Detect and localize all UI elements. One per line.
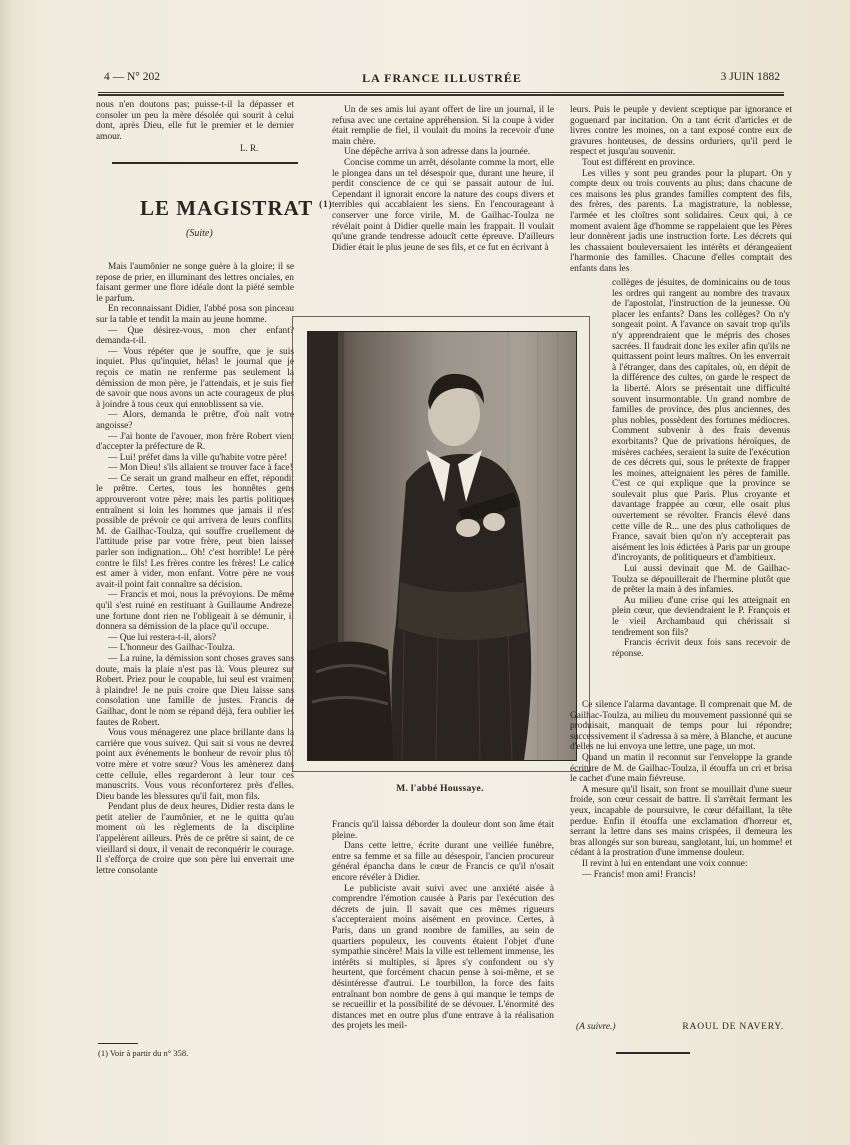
col3-top: [570, 105, 792, 291]
page-header: [104, 71, 780, 89]
paragraph: — Francis! mon ami! Francis!: [582, 869, 697, 880]
paragraph: Une dépêche arriva à son adresse dans la journée.: [344, 147, 531, 158]
paragraph: Pendant plus de deux heures, Didier resta dans le petit atelier de l'aumônier, et ne le quitta qu'au moment où les règlements de la discipline l'appelèrent ailleurs. Près de ce prêtre si saint, de ce vieillard si doux, il venait de reconquérir le courage. Il s'efforça de croire que son père lui enverrait une lettre consolante: [96, 802, 294, 876]
paragraph: Quand un matin il reconnut sur l'enveloppe la grande écriture de M. de Gailhac-Toulza, il étouffa un cri et brisa le cachet d'une main fiévreuse.: [570, 752, 792, 785]
paragraph: Il revint à lui en entendant une voix connue:: [582, 858, 748, 869]
col3-bottom: [570, 700, 792, 1038]
paragraph: collèges de jésuites, de dominicains ou de tous les ordres qui rangent au nombre des travaux de l'apostolat, l'instruction de la jeunesse. Où placer les enfants? Dans les collèges? On n'y songeait point. A l'avance on savait trop qu'ils n'y apprendraient que le mépris des choses sacrées. Il faudrait donc les exiler afin qu'ils ne quittassent point leurs maîtres. On les enverrait à l'étranger, dans des capitales, où, en dépit de la différence des cultes, on garde le respect de la liberté. Alors se présentait une difficulté souvent insurmontable. Un grand nombre de familles de province, des plus anciennes, des plus nobles, possèdent des fortunes médiocres. Comment subvenir à des frais devenus exorbitants? Que de privations héroïques, de misères cachées, seraient la suite de l'exécution de ces décrets qui, sous le prétexte de frapper les moines, atteignaient les pères de famille. C'est ce qui explique que la province se soulevait plus que Paris. Plus croyante et davantage frappée au cœur, elle osait plus ouvertement se révolter. Francis élevé dans cette ville de R... une des plus catholiques de France, savait bien qu'on n'y accepterait pas aisément les lois édictées à Paris par un groupe d'incroyants, de politiqueurs et d'ambitieux.: [612, 278, 790, 564]
paragraph: A mesure qu'il lisait, son front se mouillait d'une sueur froide, son cœur cessait de battre. Il s'arrêtait fermant les yeux, incapable de poursuivre, le cœur défaillant, la tête perdue. Enfin il étouffa une exclamation d'horreur et, serrant la lettre dans ses mains crispées, il demeura les bras allongés sur son bureau, sanglotant, lui, un homme! et cédant à la prostration d'une immense douleur.: [570, 784, 792, 859]
paragraph: — J'ai honte de l'avouer, mon frère Robert vient d'accepter la préfecture de R.: [96, 431, 294, 453]
prev-article-signature: L. R.: [240, 143, 259, 153]
paragraph: Le publiciste avait suivi avec une anxiété aisée à comprendre l'émotion causée à Paris par l'exécution des décrets de juin. Il savait que ces mêmes rigueurs s'accepteraient moins aisément en province. Certes, à Paris, dans un grand nombre de familles, au sein de quartiers populeux, les couvents étaient l'objet d'une sympathie sincère! Mais la ville est tellement immense, les intérêts si multiples, si âpres s'y confondent ou s'y heurtent, que forcément chacun pense à soi-même, et se désintéresse d'autrui. Le tourbillon, la force des faits entraînant bon nombre de gens à qui manque le temps de se recueillir et la possibilité de se dévouer. L'énormité des distances met en outre plus d'une entrave à la réalisation des projets les meil-: [332, 883, 554, 1032]
paragraph: Lui aussi devinait que M. de Gailhac-Toulza se dépouillerait de l'hermine plutôt que de prêter la main à des infamies.: [612, 564, 790, 596]
paragraph: — La ruine, la démission sont choses graves sans doute, mais la plaie n'est pas là. Vous pleurez sur Robert. Priez pour le coupable, lui seul est vraiment à plaindre! Je ne puis croire que Dieu laisse sans consolation une famille de justes. Francis de Gailhac, dont le nom se répand déjà, fera oublier les fautes de Robert.: [96, 653, 294, 728]
portrait-engraving: [307, 331, 577, 761]
col3-mid: [612, 278, 790, 730]
paragraph: Concise comme un arrêt, désolante comme la mort, elle le plongea dans un tel désespoir que, durant une heure, il perdit conscience de ce qui se passait autour de lui. Cependant il ignorait encore la nature des coups divers et terribles qui accablaient les siens. En l'encourageant à conserver une force virile, M. de Gailhac-Toulza ne révélait point à Didier quelle main les frappait. Il voulait qu'une grande tendresse adoucît cette épreuve. D'ailleurs Didier était le plus jeune de ses fils, et ce fut en écrivant à: [332, 157, 554, 253]
page-number: 4 — N° 202: [104, 71, 161, 83]
paragraph: — Mon Dieu! s'ils allaient se trouver face à face!: [108, 463, 293, 474]
priest-portrait-illustration: [308, 332, 576, 760]
paragraph: Les villes y sont peu grandes pour la plupart. On y compte deux ou trois couvents au plus; dans chacune de ces maisons les plus grandes familles comptent des fils, des frères, des parents. La magistrature, la noblesse, l'armée et les cloîtres sont solidaires. Ceux qui, à ce moment avaient âge d'homme se rappelaient que les Pères leur donnèrent jadis une instruction forte. Les décrets qui les chassaient bouleversaient les intérêts et dérangeaient l'harmonie des familles. Chacune d'elles comptait des enfants dans les: [570, 168, 792, 274]
author-name: RAOUL DE NAVERY.: [682, 1022, 784, 1032]
portrait-engraving-frame: [292, 316, 590, 772]
paragraph: En reconnaissant Didier, l'abbé posa son pinceau sur la table et tendit la main au jeune homme.: [96, 304, 294, 325]
paragraph: — Lui! préfet dans la ville qu'habite votre père!: [108, 452, 288, 463]
footnote-rule: [98, 1043, 138, 1044]
page-edge-shadow: [0, 0, 14, 1145]
header-rule: [98, 92, 784, 93]
paragraph: — Alors, demanda le prêtre, d'où naît votre angoisse?: [96, 410, 294, 431]
paragraph: Mais l'aumônier ne songe guère à la gloire; il se repose de prier, en illuminant des lettres onciales, en faisant germer une flore idéale dont la piété semble le parfum.: [96, 262, 294, 304]
masthead: LA FRANCE ILLUSTRÉE: [362, 71, 522, 85]
paragraph: — Vous répéter que je souffre, que je suis inquiet. Plus qu'inquiet, hélas! le journal que je reçois ce matin ne renferme pas seulement la démission de mon père, je l'attendais, et je suis fier de savoir que nous avons un acte courageux de plus à joindre à tous ceux qui ennoblissent sa vie.: [96, 346, 294, 410]
col2-top: [332, 105, 554, 281]
separator-ornament: [112, 162, 298, 164]
col2-bottom: [332, 820, 554, 1062]
to-be-continued: (A suivre.): [576, 1022, 616, 1032]
paragraph: — Francis et moi, nous la prévoyions. De même qu'il s'est ruiné en restituant à Guillaume Andrezel une fortune dont rien ne l'obligeait à se démunir, il donnera sa démission de la place qu'il occupe.: [96, 590, 294, 633]
paragraph: Dans cette lettre, écrite durant une veillée funèbre, entre sa femme et sa fille au désespoir, l'ancien procureur général épancha dans le cœur de Francis ce qu'il n'osait encore révéler à Didier.: [332, 841, 554, 883]
paragraph: Un de ses amis lui ayant offert de lire un journal, il le refusa avec une certaine appréhension. Si la coupe à vider était remplie de fiel, il voulait du moins la recevoir d'une main chère.: [332, 105, 554, 147]
article-title: LE MAGISTRAT $^{(1)}$: [140, 196, 333, 220]
col1-body: [96, 262, 294, 1042]
paragraph: — Que désirez-vous, mon cher enfant? demanda-t-il.: [96, 325, 294, 347]
paragraph: Au milieu d'une crise qui les atteignait en plein cœur, que deviendraient le P. François et le vieil Archambaud qui chérissait si tendrement son fils?: [612, 595, 790, 638]
header-rule-thick: [98, 94, 784, 96]
paragraph: Tout est différent en province.: [582, 157, 695, 168]
paragraph: Francis écrivit deux fois sans recevoir de réponse.: [612, 638, 790, 659]
footnote: (1) Voir à partir du n° 358.: [98, 1048, 189, 1058]
issue-date: 3 JUIN 1882: [720, 71, 780, 83]
paragraph: nous n'en doutons pas; puisse-t-il la dépasser et consoler un peu la mère désolée qui sourit à celui dont, après Dieu, elle fut le premier et le dernier amour.: [96, 100, 294, 142]
figure-caption: M. l'abbé Houssaye.: [396, 784, 484, 794]
paragraph: Ce silence l'alarma davantage. Il comprenait que M. de Gailhac-Toulza, au milieu du mouvement passionné qui se produisait, manquait de temps pour lui répondre; successivement il s'adressa à sa mère, à Blanche, et aucune d'elles ne lui envoya une lettre, une page, un mot.: [570, 700, 792, 753]
title-footnote-mark: (1): [319, 199, 333, 209]
paragraph: — L'honneur des Gailhac-Toulza.: [108, 643, 236, 654]
paragraph: — Ce serait un grand malheur en effet, répondit le prêtre. Certes, tous les honnêtes gens approuveront votre père; mais les partis politiques entraînent si loin les hommes que jamais il n'est possible de prévoir ce qui arrivera de leurs conflits. M. de Gailhac-Toulza, qui souffre cruellement de l'attitude prise par votre frère, peut bien laisser parler son indignation... Oh! c'est horrible! Le père contre le fils! Les frères contre les frères! Le calice est amer à vider, mon enfant. Votre père ne vous avait-il point fait connaître sa décision.: [96, 473, 294, 590]
col1-prev-article: [96, 100, 294, 142]
paragraph: Vous vous ménagerez une place brillante dans la carrière que vous suivez. Qui sait si vous ne devrez point aux événements le bonheur de revoir plus tôt votre mère et votre sœur? Vous les amènerez dans cette cellule, elles regarderont à leur tour ces manuscrits. Vous vous réconforterez près d'elles. Dieu bande les blessures qu'il fait, mon fils.: [96, 728, 294, 802]
article-subtitle: (Suite): [186, 228, 213, 239]
paragraph: Francis qu'il laissa déborder la douleur dont son âme était pleine.: [332, 820, 554, 841]
paragraph: — Que lui restera-t-il, alors?: [108, 632, 217, 643]
paragraph: leurs. Puis le peuple y devient sceptique par ignorance et goguenard par incitation. On a tant écrit d'articles et de livres contre les moines, on a tant exposé contre eux de gravures honteuses, de dessins orduriers, qu'il perd le respect et jusqu'au souvenir.: [570, 105, 792, 158]
end-ornament: [616, 1052, 690, 1054]
